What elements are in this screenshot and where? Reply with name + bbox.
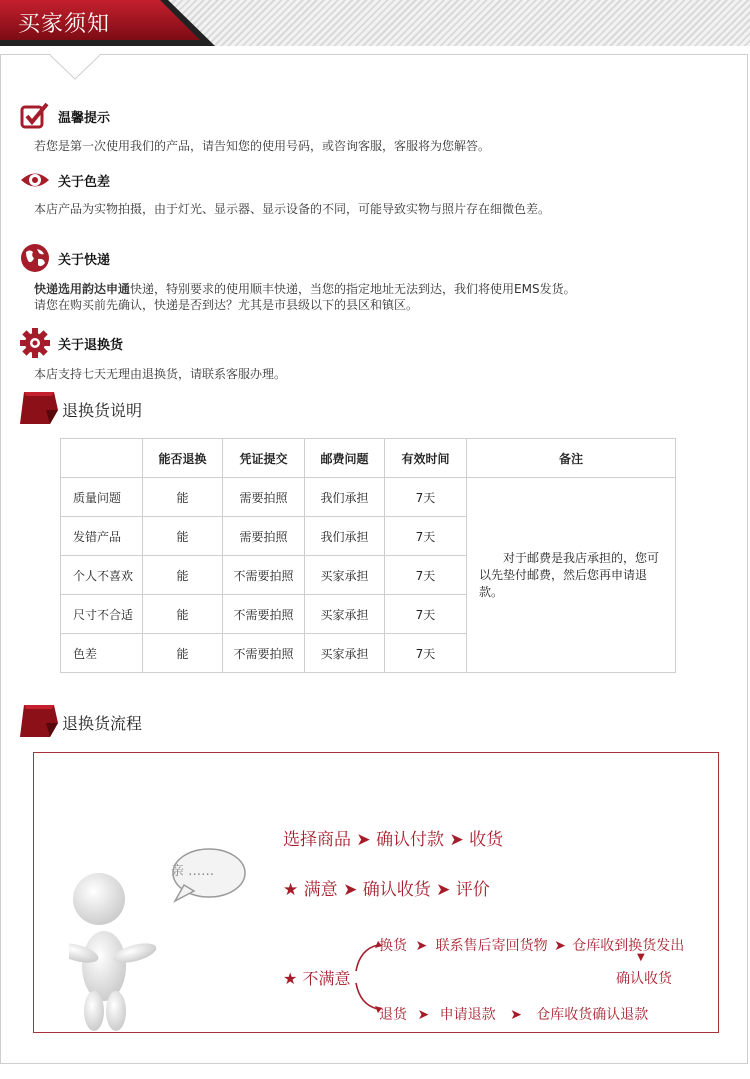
table-header: 邮费问题 — [305, 439, 385, 478]
flow-step: 确认收货 — [362, 880, 431, 900]
table-cell: 需要拍照 — [223, 478, 305, 517]
table-cell: 7天 — [385, 634, 467, 673]
section-header-return-flow — [20, 703, 220, 739]
flow-satisfied — [283, 875, 490, 900]
table-cell: 能 — [143, 517, 223, 556]
tip-title: 温馨提示 — [58, 111, 111, 126]
speech-bubble-text: 亲 …… — [171, 864, 215, 879]
table-cell: 发错产品 — [61, 517, 143, 556]
table-note-cell: 对于邮费是我店承担的，您可以先垫付邮费，然后您再申请退款。 — [467, 478, 676, 673]
return-flow-box — [33, 752, 719, 1033]
tip-title: 关于快递 — [58, 253, 111, 268]
table-cell: 我们承担 — [305, 517, 385, 556]
arrow-right-icon: ➤ — [415, 938, 428, 954]
table-header — [61, 439, 143, 478]
flow-step: 不满意 — [302, 969, 351, 988]
table-header-row — [61, 439, 676, 478]
flow-step: 仓库收到换货发出 — [572, 938, 685, 954]
header-tab — [0, 0, 215, 46]
table-header: 能否退换 — [143, 439, 223, 478]
checkbox-icon — [20, 101, 50, 131]
tip-text: 本店支持七天无理由退换货，请联系客服办理。 — [34, 367, 287, 381]
table-row — [61, 478, 676, 517]
table-cell: 能 — [143, 556, 223, 595]
flow-step: 确认付款 — [376, 830, 445, 850]
folded-tag-icon — [20, 703, 60, 739]
flow-purchase — [283, 825, 503, 850]
notch-arrow — [50, 54, 100, 80]
flow-step: 联系售后寄回货物 — [435, 938, 548, 954]
star-icon: ★ — [283, 969, 298, 988]
arrow-right-icon: ➤ — [449, 830, 464, 850]
express-text: 快递，特别要求的使用顺丰快递，当您的指定地址无法到达，我们将使用EMS发货。 — [130, 282, 576, 296]
table-cell: 买家承担 — [305, 595, 385, 634]
table-cell: 个人不喜欢 — [61, 556, 143, 595]
header-bar — [0, 0, 750, 46]
table-cell: 色差 — [61, 634, 143, 673]
globe-icon — [20, 243, 50, 273]
flow-step: 仓库收货确认退款 — [536, 1007, 649, 1023]
flow-step: 满意 — [303, 880, 338, 900]
star-icon: ★ — [283, 880, 299, 900]
table-cell: 能 — [143, 595, 223, 634]
table-cell: 能 — [143, 634, 223, 673]
section-header-return-policy — [20, 390, 220, 426]
table-cell: 不需要拍照 — [223, 556, 305, 595]
table-cell: 质量问题 — [61, 478, 143, 517]
arrow-right-icon: ➤ — [436, 880, 451, 900]
arrow-right-icon: ➤ — [356, 830, 371, 850]
flow-step: 确认收货 — [616, 971, 672, 987]
arrow-down-icon: ▼ — [637, 952, 645, 963]
tip-text-line-2: 请您在购买前先确认，快递是否到达？尤其是市县级以下的县区和镇区。 — [34, 298, 419, 312]
flow-step: 评价 — [455, 880, 490, 900]
tip-text: 本店产品为实物拍摄，由于灯光、显示器、显示设备的不同，可能导致实物与照片存在细微色差。 — [34, 202, 551, 216]
arrow-right-icon: ➤ — [510, 1007, 522, 1023]
table-cell: 买家承担 — [305, 634, 385, 673]
table-cell: 尺寸不合适 — [61, 595, 143, 634]
flow-refund — [379, 1004, 648, 1024]
table-cell: 不需要拍照 — [223, 595, 305, 634]
flow-unsatisfied — [283, 966, 350, 989]
flow-step: 换货 — [379, 938, 407, 954]
arrow-right-icon: ➤ — [417, 1007, 430, 1023]
table-header: 凭证提交 — [223, 439, 305, 478]
flow-step: 选择商品 — [283, 830, 351, 850]
section-title: 退换货说明 — [62, 401, 143, 420]
gear-icon — [20, 328, 50, 358]
flow-step: 退货 — [379, 1007, 407, 1023]
arrow-right-icon: ➤ — [343, 880, 358, 900]
table-header: 备注 — [467, 439, 676, 478]
tip-text-line-1 — [34, 281, 576, 297]
table-cell: 买家承担 — [305, 556, 385, 595]
figure-illustration — [69, 841, 249, 1031]
eye-icon — [20, 165, 50, 195]
tip-text: 若您是第一次使用我们的产品，请告知您的使用号码，或咨询客服，客服将为您解答。 — [34, 139, 491, 153]
folded-tag-icon — [20, 390, 60, 426]
table-cell: 7天 — [385, 595, 467, 634]
tip-title: 关于退换货 — [58, 338, 124, 353]
tip-title: 关于色差 — [58, 175, 111, 190]
flow-step: 申请退款 — [439, 1007, 496, 1023]
section-title: 退换货流程 — [62, 714, 143, 733]
express-companies: 快递选用韵达申通 — [34, 282, 131, 296]
page-title: 买家须知 — [18, 12, 111, 37]
arrow-right-icon: ➤ — [554, 938, 566, 954]
table-cell: 需要拍照 — [223, 517, 305, 556]
table-header: 有效时间 — [385, 439, 467, 478]
table-cell: 不需要拍照 — [223, 634, 305, 673]
flow-step: 收货 — [469, 830, 504, 850]
table-cell: 7天 — [385, 556, 467, 595]
return-policy-table — [60, 438, 676, 673]
table-cell: 7天 — [385, 517, 467, 556]
table-cell: 能 — [143, 478, 223, 517]
table-cell: 7天 — [385, 478, 467, 517]
table-cell: 我们承担 — [305, 478, 385, 517]
branch-arrows — [352, 941, 382, 1013]
